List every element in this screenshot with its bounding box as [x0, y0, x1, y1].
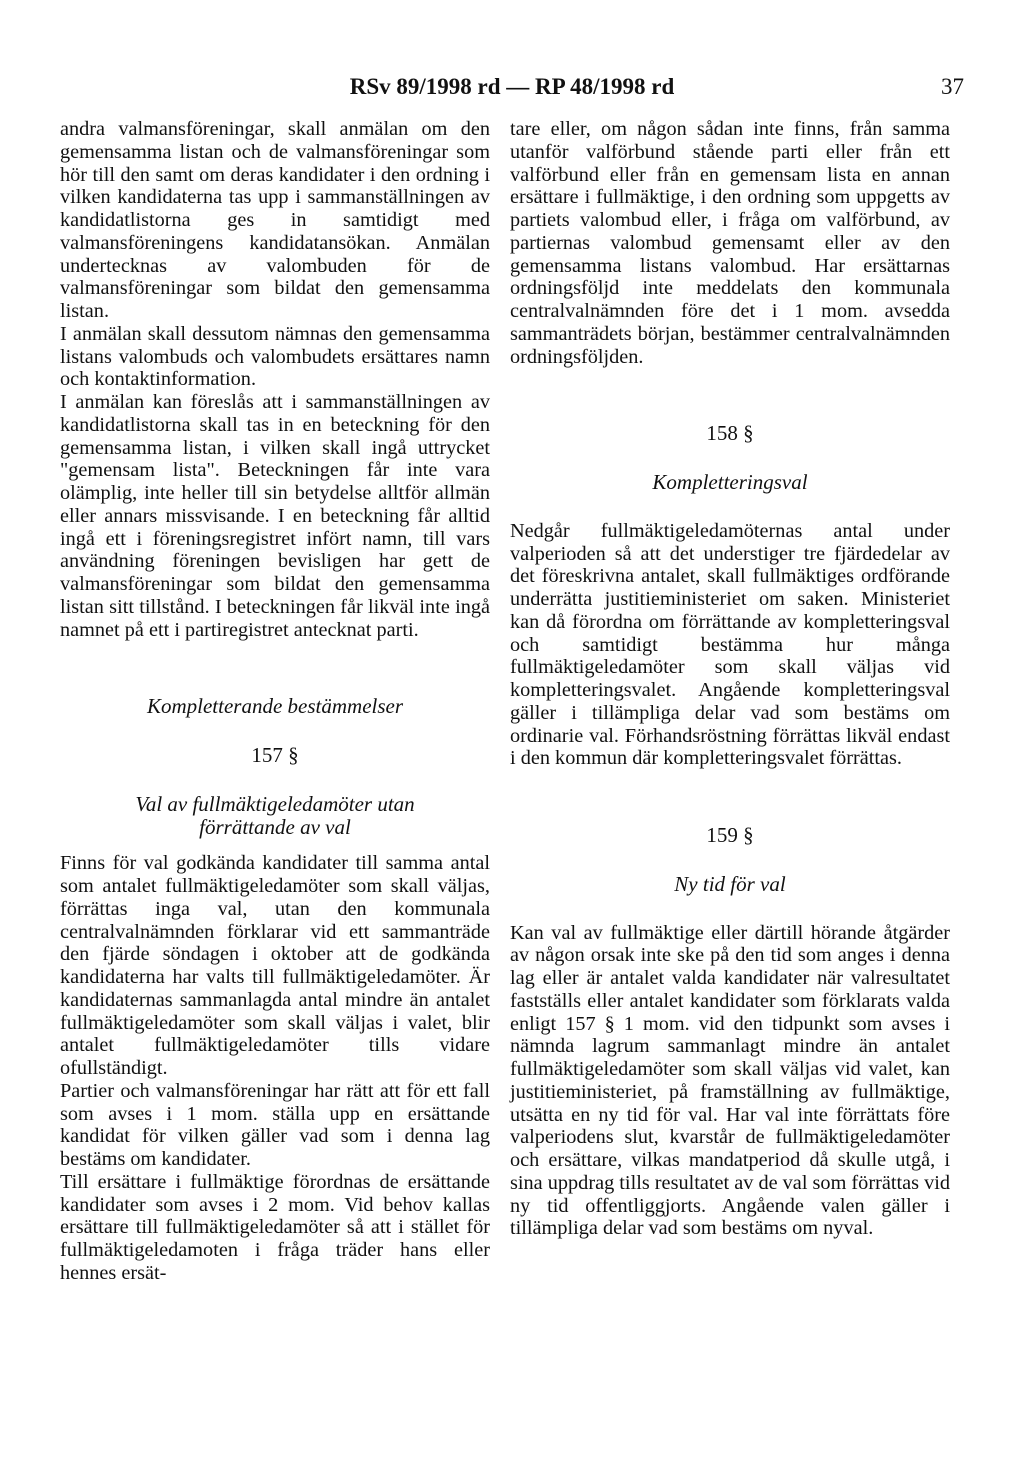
paragraph: Till ersättare i fullmäktige förordnas de ersättande kandidater som avses i 2 mom. Vid behov kallas ersättare till fullmäktigeledamöter så att i stället för fullmäktigeledamoten i fråga träder hans eller hennes ersät-: [60, 1170, 490, 1284]
paragraph: andra valmansföreningar, skall anmälan om den gemensamma listan och de valmansföreningar som hör till den samt om deras kandidater i den ordning i vilken kandidaterna tas upp i sammanställningen av kandidatlistorna ges in samtidigt med valmansföreningens kandidatansökan. Anmälan undertecknas av valombuden för de valmansföreningar som bildat den gemensamma listan.: [60, 118, 490, 322]
page-number: 37: [941, 74, 964, 99]
section-number: 159 §: [706, 823, 754, 847]
paragraph: Finns för val godkända kandidater till samma antal som antalet fullmäktigeledamöter som skall väljas, förrättas inga val, utan den kommunala centralvalnämnden förklarar vid ett sammanträde den fjärde söndagen i oktober att de godkända kandidaterna har valts till fullmäktigeledamöter. Är kandidaternas sammanlagda antal mindre än antalet fullmäktigeledamöter som skall väljas i valet, blir antalet fullmäktigeledamöter tills vidare ofullständigt.: [60, 852, 490, 1079]
paragraph: I anmälan skall dessutom nämnas den gemensamma listans valombuds och valombudets ersättares namn och kontaktinformation.: [60, 322, 490, 391]
left-column: [60, 118, 490, 1285]
paragraph: Partier och valmansföreningar har rätt att för ett fall som avses i 1 mom. ställa upp en ersättande kandidat för vilken gäller vad som i denna lag bestäms om kandidater.: [60, 1079, 490, 1170]
paragraph: tare eller, om någon sådan inte finns, från samma utanför valförbund stående parti eller från ett valförbund eller från en gemensam lista en annan ersättare i fullmäktige, i den ordning som uppgetts av partiets valombud eller, i fråga om valförbund, av partiernas valombud gemensamt eller av den gemensamma listans valombud. Har ersättarnas ordningsföljd inte meddelats den kommunala centralvalnämnden före det i 1 mom. avsedda sammanträdets början, bestämmer centralvalnämnden ordningsföljden.: [510, 118, 950, 368]
page-header: [0, 74, 1024, 104]
paragraph: I anmälan kan föreslås att i sammanställningen av kandidatlistorna skall tas in en beteckning för den gemensamma listan, i vilken skall ingå uttrycket "gemensam lista". Beteckningen får inte vara olämplig, inte heller till sin betydelse alltför allmän eller annars missvisande. I en beteckning får alltid ingå ett i föreningsregistret infört namn, till vars användning föreningen bevisligen har gett de valmansföreningar som bildat den gemensamma listan sitt tillstånd. I beteckningen får likväl inte ingå namnet på ett i partiregistret antecknat parti.: [60, 391, 490, 641]
section-title: Val av fullmäktigeledamöter utan förrättande av val: [135, 791, 415, 839]
paragraph: Nedgår fullmäktigeledamöternas antal under valperioden så att det understiger tre fjärdedelar av det föreskrivna antalet, skall fullmäktiges ordförande underrätta justitieministeriet om saken. Ministeriet kan då förordna om förrättande av kompletteringsval och samtidigt bestämma hur många fullmäktigeledamöter som skall väljas vid kompletteringsvalet. Angående kompletteringsval gäller i tillämpliga delar vad som bestäms om ordinarie val. Förhandsröstning förrättas likväl endast i den kommun där kompletteringsvalet förrättas.: [510, 519, 950, 770]
header-title: RSv 89/1998 rd — RP 48/1998 rd: [349, 74, 675, 99]
section-number: 158 §: [706, 421, 754, 446]
paragraph: Kan val av fullmäktige eller därtill hörande åtgärder av någon orsak inte ske på den tid som anges i denna lag eller är antalet valda kandidater när valresultatet fastställs eller antalet kandidater som förklarats valda enligt 157 § 1 mom. vid den tidpunkt som avses i nämnda lagrum sammanlagt mindre än antalet fullmäktigeledamöter som skall väljas vid valet, kan justitieministeriet, på framställning av fullmäktige, utsätta en ny tid för val. Har val inte förrättats före valperiodens slut, kvarstår de fullmäktigeledamöter och ersättare, vilkas mandatperiod då skulle utgå, i sina uppdrag tills resultatet av de val som förrättas vid ny tid offentliggjorts. Angående valen gäller i tillämpliga delar vad som bestäms om nyval.: [510, 921, 950, 1240]
section-number: 157 §: [251, 743, 299, 767]
chapter-heading: Kompletterande bestämmelser: [146, 694, 404, 719]
section-title: Kompletteringsval: [652, 470, 808, 494]
right-column: [510, 118, 950, 1240]
section-title: Ny tid för val: [674, 871, 786, 896]
